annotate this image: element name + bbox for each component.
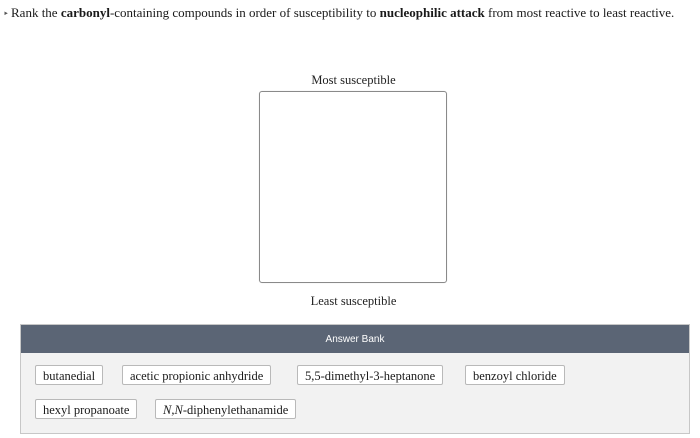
answer-chip-hexyl-propanoate[interactable]: hexyl propanoate (35, 399, 137, 419)
answer-bank (20, 324, 690, 434)
chip-suffix: -diphenylethanamide (182, 403, 289, 417)
answer-chip-diphenylethanamide[interactable] (155, 399, 296, 419)
question-bold-nucleophilic: nucleophilic attack (379, 5, 485, 20)
answer-chip-benzoyl-chloride[interactable]: benzoyl chloride (465, 365, 565, 385)
chip-italic-prefix: N,N (163, 403, 183, 417)
question-part-1: Rank the (11, 5, 61, 20)
answer-chip-acetic-propionic-anhydride[interactable]: acetic propionic anhydride (122, 365, 271, 385)
question-bold-carbonyl: carbonyl (60, 5, 110, 20)
question-part-3: from most reactive to least reactive. (484, 5, 675, 20)
ranking-drop-zone[interactable] (259, 91, 447, 283)
answer-chip-butanedial[interactable]: butanedial (35, 365, 103, 385)
answer-bank-header: Answer Bank (21, 325, 689, 353)
bullet-marker: ‣ (3, 9, 9, 20)
answer-chip-dimethyl-heptanone[interactable]: 5,5-dimethyl-3-heptanone (297, 365, 443, 385)
answer-bank-items (21, 353, 689, 433)
least-susceptible-label: Least susceptible (310, 294, 397, 308)
question-part-2: -containing compounds in order of susceptibility to (109, 5, 380, 20)
question-text (3, 5, 697, 23)
most-susceptible-label: Most susceptible (311, 73, 396, 87)
